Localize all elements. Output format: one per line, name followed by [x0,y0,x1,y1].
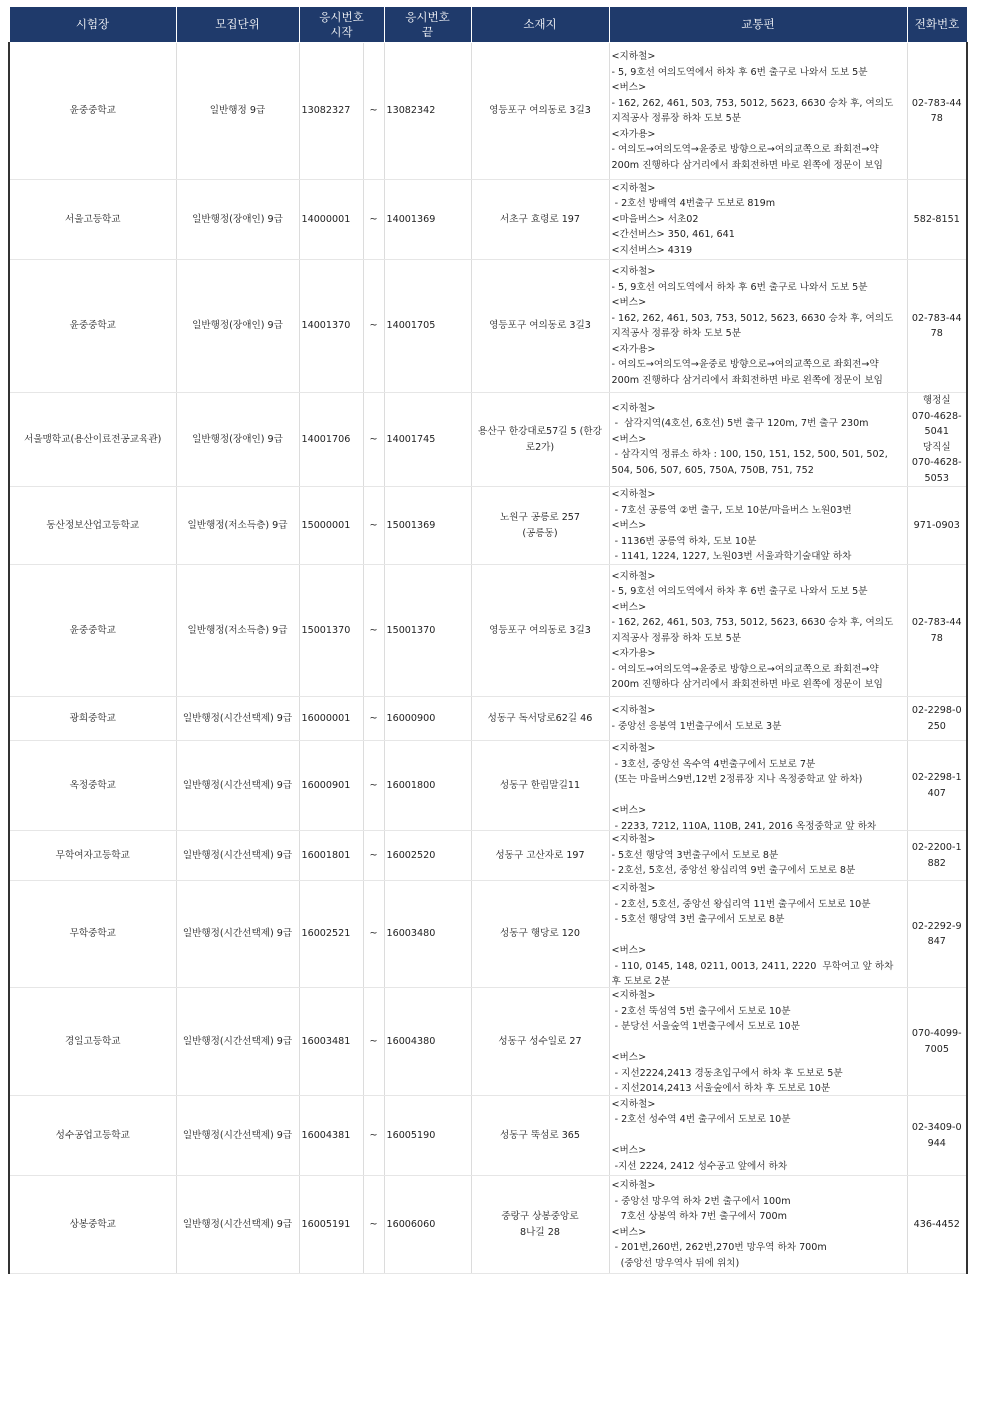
tilde-cell: ~ [363,487,384,565]
transit-cell [609,565,907,697]
transit-line: <지하철> [611,834,656,846]
table-row [9,881,967,988]
tilde-cell: ~ [363,697,384,741]
end-number-cell: 16005190 [384,1096,471,1176]
transit-line [612,1035,905,1051]
unit-cell: 일반행정(저소득층) 9급 [176,565,299,697]
transit-line: <자가용> [611,128,656,140]
start-number-cell: 14001370 [299,260,363,393]
transit-line: -지선 2224, 2412 성수공고 앞에서 하차 [611,1160,788,1172]
transit-line: - 2호선, 5호선, 중앙선 왕십리역 11번 출구에서 도보로 10분 [611,898,871,910]
table-row [9,260,967,393]
end-number-cell: 14001705 [384,260,471,393]
address-cell: 용산구 한강대로57길 5 (한강로2가) [471,393,609,487]
transit-line: - 162, 262, 461, 503, 753, 5012, 5623, 6630 승차 후, 여의도 지적공사 정류장 하차 도보 5분 [611,312,897,339]
transit-line: - 5, 9호선 여의도역에서 하차 후 6번 출구로 나와서 도보 5분 [611,586,868,597]
phone-cell: 행정실 070-4628-5041 당직실 070-4628-5053 [907,393,967,487]
start-number-cell: 14000001 [299,180,363,260]
transit-cell [609,1096,907,1176]
unit-cell: 일반행정(저소득층) 9급 [176,487,299,565]
tilde-cell: ~ [363,741,384,831]
unit-cell: 일반행정(시간선택제) 9급 [176,831,299,881]
tilde-cell: ~ [363,881,384,988]
end-number-cell: 16003480 [384,881,471,988]
transit-line: <지하철> [611,266,656,277]
transit-line: - 지선2224,2413 경동초입구에서 하차 후 도보로 5분 [611,1067,843,1079]
transit-line: - 삼각지역 정류소 하차 : 100, 150, 151, 152, 500, 501, 502, 504, 506, 507, 605, 750A, 750B, 751, 752 [611,449,891,476]
phone-cell: 070-4099-7005 [907,988,967,1096]
transit-line: <지하철> [611,1180,656,1191]
transit-line: - 2233, 7212, 110A, 110B, 241, 2016 옥정중학교 앞 하차 [611,820,877,830]
start-number-cell: 16001801 [299,831,363,881]
tilde-cell: ~ [363,1176,384,1274]
start-number-cell: 14001706 [299,393,363,487]
unit-cell: 일반행정 9급 [176,43,299,180]
address-cell: 영등포구 여의동로 3길3 [471,565,609,697]
start-number-cell: 16002521 [299,881,363,988]
site-cell: 옥정중학교 [9,741,176,831]
header-address: 소재지 [471,7,609,43]
transit-cell [609,180,907,260]
transit-line: <버스> [611,601,647,613]
transit-cell [609,831,907,881]
end-number-cell: 16002520 [384,831,471,881]
transit-line: <지하철> [611,743,656,754]
site-cell: 동산정보산업고등학교 [9,487,176,565]
site-cell: 무학중학교 [9,881,176,988]
transit-line: <지하철> [611,570,656,582]
phone-cell: 02-3409-0944 [907,1096,967,1176]
start-number-cell: 15001370 [299,565,363,697]
transit-line: - 2호선, 5호선, 중앙선 왕십리역 9번 출구에서 도보로 8분 [611,865,856,877]
phone-cell: 02-783-4478 [907,565,967,697]
transit-cell [609,741,907,831]
transit-line: - 3호선, 중앙선 옥수역 4번출구에서 도보로 7분 [611,758,816,770]
end-number-cell: 16001800 [384,741,471,831]
table-row [9,831,967,881]
table-row [9,393,967,487]
address-cell: 영등포구 여의동로 3길3 [471,260,609,393]
transit-line: <자가용> [611,648,656,659]
unit-cell: 일반행정(시간선택제) 9급 [176,1176,299,1274]
header-unit: 모집단위 [176,7,299,43]
site-cell: 서울맹학교(용산이료전공교육관) [9,393,176,487]
transit-line: - 5, 9호선 여의도역에서 하차 후 6번 출구로 나와서 도보 5분 [611,66,868,78]
header-phone: 전화번호 [907,7,967,43]
transit-line: - 2호선 뚝섬역 5번 출구에서 도보로 10분 [611,1005,791,1017]
end-number-cell: 16000900 [384,697,471,741]
table-row [9,741,967,831]
transit-line: - 201번,260번, 262번,270번 망우역 하차 700m [611,1242,827,1253]
transit-line: <지하철> [611,883,656,894]
tilde-cell: ~ [363,565,384,697]
phone-cell: 02-2298-0250 [907,697,967,741]
address-cell: 성동구 한림말길11 [471,741,609,831]
table-row [9,1176,967,1274]
transit-line: <지하철> [611,402,656,414]
phone-cell: 436-4452 [907,1176,967,1274]
transit-line: <자가용> [611,343,656,355]
site-cell: 광희중학교 [9,697,176,741]
address-cell: 중랑구 상봉중앙로 8나길 28 [471,1176,609,1274]
transit-line [612,928,905,944]
tilde-cell: ~ [363,1096,384,1176]
transit-line: - 여의도→여의도역→윤중로 방향으로→여의교쪽으로 좌회전→약 200m 진행하다 삼거리에서 좌회전하면 바로 왼쪽에 정문이 보임 [611,663,883,690]
start-number-cell: 16004381 [299,1096,363,1176]
site-cell: 윤중중학교 [9,43,176,180]
end-number-cell: 15001369 [384,487,471,565]
transit-line: - 여의도→여의도역→윤중로 방향으로→여의교쪽으로 좌회전→약 200m 진행하다 삼거리에서 좌회전하면 바로 왼쪽에 정문이 보임 [611,359,883,386]
transit-line: - 여의도→여의도역→윤중로 방향으로→여의교쪽으로 좌회전→약 200m 진행하다 삼거리에서 좌회전하면 바로 왼쪽에 정문이 보임 [611,144,883,171]
start-number-cell: 16005191 [299,1176,363,1274]
transit-line: <지하철> [611,990,656,1001]
transit-line: <지하철> [611,1098,656,1110]
transit-line: - 1136번 공릉역 하차, 도보 10분 [611,535,757,547]
transit-line: <버스> [611,297,647,308]
table-row [9,565,967,697]
transit-line: <버스> [611,1052,647,1063]
transit-line: 7호선 상봉역 하차 7번 출구에서 700m [611,1211,787,1222]
transit-line: - 5호선 행당역 3번출구에서 도보로 8분 [611,849,779,861]
site-cell: 윤중중학교 [9,565,176,697]
phone-cell: 971-0903 [907,487,967,565]
transit-line: <버스> [611,520,647,531]
start-number-cell: 16000001 [299,697,363,741]
transit-line: <지하철> [611,705,656,716]
address-cell: 성동구 뚝섬로 365 [471,1096,609,1176]
transit-line: <버스> [611,1226,647,1238]
address-cell: 성동구 고산자로 197 [471,831,609,881]
end-number-cell: 16006060 [384,1176,471,1274]
address-cell: 서초구 효령로 197 [471,180,609,260]
transit-line: <버스> [611,1145,647,1157]
transit-line [612,1128,905,1144]
end-number-cell: 13082342 [384,43,471,180]
phone-cell: 582-8151 [907,180,967,260]
transit-line: - 1141, 1224, 1227, 노원03번 서울과학기술대앞 하차 [611,551,852,562]
transit-line: (또는 마을버스9번,12번 2정류장 지나 옥정중학교 앞 하차) [611,774,863,785]
address-cell: 영등포구 여의동로 3길3 [471,43,609,180]
address-cell: 노원구 공릉로 257 (공릉동) [471,487,609,565]
transit-line: - 분당선 서울숲역 1번출구에서 도보로 10분 [611,1021,800,1032]
unit-cell: 일반행정(시간선택제) 9급 [176,741,299,831]
transit-line: - 162, 262, 461, 503, 753, 5012, 5623, 6630 승차 후, 여의도 지적공사 정류장 하차 도보 5분 [611,97,897,124]
tilde-cell: ~ [363,180,384,260]
table-row [9,180,967,260]
unit-cell: 일반행정(장애인) 9급 [176,393,299,487]
phone-cell: 02-783-4478 [907,43,967,180]
transit-line: <버스> [611,945,647,956]
transit-line: <버스> [611,82,647,93]
site-cell: 상봉중학교 [9,1176,176,1274]
phone-cell: 02-2298-1407 [907,741,967,831]
transit-line: - 삼각지역(4호선, 6호선) 5번 출구 120m, 7번 출구 230m [611,418,869,430]
transit-line: - 162, 262, 461, 503, 753, 5012, 5623, 6630 승차 후, 여의도 지적공사 정류장 하차 도보 5분 [611,617,897,644]
transit-line: <지하철> [611,489,656,500]
table-row [9,487,967,565]
phone-cell: 02-783-4478 [907,260,967,393]
transit-line: <버스> [611,433,647,445]
table-row [9,988,967,1096]
table-row [9,697,967,741]
tilde-cell: ~ [363,988,384,1096]
unit-cell: 일반행정(시간선택제) 9급 [176,697,299,741]
transit-cell [609,393,907,487]
transit-cell [609,487,907,565]
transit-line: - 110, 0145, 148, 0211, 0013, 2411, 2220 무학여고 앞 하차 후 도보로 2분 [611,960,897,987]
unit-cell: 일반행정(시간선택제) 9급 [176,1096,299,1176]
transit-cell [609,697,907,741]
exam-site-table [8,6,968,1274]
transit-line: - 지선2014,2413 서울숲에서 하차 후 도보로 10분 [611,1083,831,1094]
transit-line: - 2호선 성수역 4번 출구에서 도보로 10분 [611,1114,791,1126]
header-end-number [384,7,471,43]
transit-line: - 중앙선 응봉역 1번출구에서 도보로 3분 [611,720,782,732]
transit-line: <마을버스> 서초02 [611,213,699,225]
header-start-number-text: 응시번호 시작 [319,9,364,39]
site-cell: 무학여자고등학교 [9,831,176,881]
transit-line: - 2호선 방배역 4번출구 도보로 819m [611,198,776,210]
address-cell: 성동구 행당로 120 [471,881,609,988]
table-row [9,43,967,180]
table-row [9,1096,967,1176]
header-start-number [299,7,384,43]
end-number-cell: 14001369 [384,180,471,260]
tilde-cell: ~ [363,43,384,180]
transit-cell [609,43,907,180]
phone-cell: 02-2292-9847 [907,881,967,988]
unit-cell: 일반행정(장애인) 9급 [176,180,299,260]
start-number-cell: 16003481 [299,988,363,1096]
tilde-cell: ~ [363,831,384,881]
site-cell: 서울고등학교 [9,180,176,260]
site-cell: 윤중중학교 [9,260,176,393]
end-number-cell: 16004380 [384,988,471,1096]
phone-cell: 02-2200-1882 [907,831,967,881]
transit-line: <지하철> [611,51,656,62]
transit-line: - 7호선 공릉역 ②번 출구, 도보 10분/마을버스 노원03번 [611,504,852,516]
unit-cell: 일반행정(장애인) 9급 [176,260,299,393]
header-site: 시험장 [9,7,176,43]
transit-line [612,788,905,804]
header-end-number-text: 응시번호 끝 [405,9,450,39]
end-number-cell: 15001370 [384,565,471,697]
unit-cell: 일반행정(시간선택제) 9급 [176,988,299,1096]
transit-line: <지하철> [611,182,656,194]
start-number-cell: 16000901 [299,741,363,831]
transit-line: <버스> [611,805,647,816]
tilde-cell: ~ [363,260,384,393]
transit-cell [609,988,907,1096]
address-cell: 성동구 독서당로62길 46 [471,697,609,741]
transit-cell [609,1176,907,1274]
transit-line: - 5호선 행당역 3번 출구에서 도보로 8분 [611,914,785,925]
start-number-cell: 13082327 [299,43,363,180]
table-header-row [9,7,967,43]
site-cell: 성수공업고등학교 [9,1096,176,1176]
transit-line: <간선버스> 350, 461, 641 [611,229,735,241]
address-cell: 성동구 성수일로 27 [471,988,609,1096]
tilde-cell: ~ [363,393,384,487]
transit-line: (중앙선 망우역사 뒤에 위치) [611,1257,740,1269]
transit-cell [609,260,907,393]
header-transit: 교통편 [609,7,907,43]
transit-line: <지선버스> 4319 [611,244,693,256]
end-number-cell: 14001745 [384,393,471,487]
unit-cell: 일반행정(시간선택제) 9급 [176,881,299,988]
start-number-cell: 15000001 [299,487,363,565]
transit-cell [609,881,907,988]
site-cell: 경일고등학교 [9,988,176,1096]
transit-line: - 5, 9호선 여의도역에서 하차 후 6번 출구로 나와서 도보 5분 [611,281,868,293]
transit-line: - 중앙선 망우역 하차 2번 출구에서 100m [611,1195,791,1207]
